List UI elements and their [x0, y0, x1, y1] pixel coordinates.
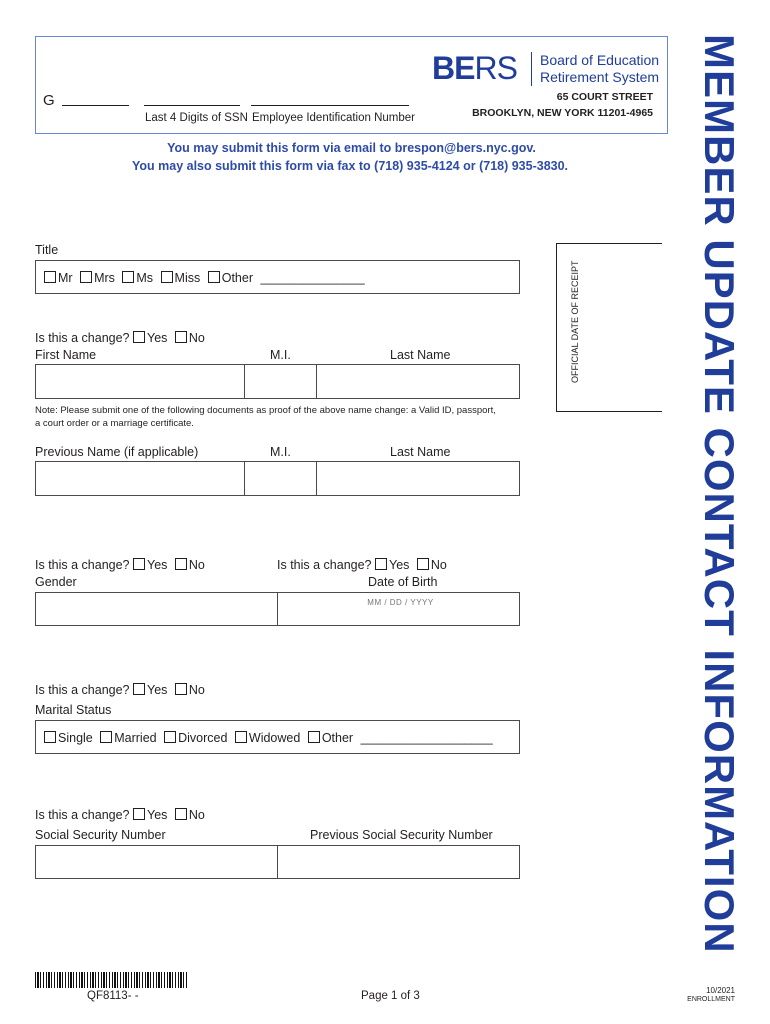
org-name-line2: Retirement System: [540, 69, 660, 85]
bers-logo: [432, 50, 517, 86]
option-label: Other: [321, 731, 354, 745]
option-label: Other: [221, 271, 253, 285]
no-label: No: [430, 558, 447, 572]
ssn-change-yes[interactable]: [133, 808, 167, 822]
receipt-bottom-line: [556, 411, 662, 412]
gender-change-no[interactable]: [175, 558, 205, 572]
checkbox[interactable]: [100, 731, 112, 743]
previous-first-name-input[interactable]: [40, 469, 244, 491]
title-option-ms[interactable]: [122, 271, 153, 285]
change-question-text: Is this a change?: [35, 683, 130, 697]
checkbox[interactable]: [164, 731, 176, 743]
marital-option-widowed[interactable]: [235, 731, 300, 745]
checkbox[interactable]: [44, 731, 56, 743]
ssn-label: Social Security Number: [35, 828, 166, 842]
name-change-question: [35, 331, 209, 345]
previous-ssn-input[interactable]: [282, 852, 519, 874]
g-number-line[interactable]: [62, 105, 129, 106]
page-indicator: Page 1 of 3: [361, 990, 420, 1002]
option-label: Widowed: [248, 731, 301, 745]
previous-name-label: Previous Name (if applicable): [35, 445, 199, 459]
checkbox[interactable]: [44, 271, 56, 283]
checkbox[interactable]: [122, 271, 134, 283]
marital-option-other[interactable]: [308, 731, 353, 745]
yes-label: Yes: [147, 683, 168, 697]
checkbox[interactable]: [133, 331, 145, 343]
marital-option-single[interactable]: [44, 731, 93, 745]
checkbox[interactable]: [80, 271, 92, 283]
option-label: Single: [58, 731, 93, 745]
previous-mi-label: M.I.: [270, 445, 291, 459]
last-name-input[interactable]: [320, 372, 519, 394]
mi-label: M.I.: [270, 348, 291, 362]
dob-change-yes[interactable]: [375, 558, 409, 572]
ssn-last4-line[interactable]: [144, 105, 240, 106]
marital-change-yes[interactable]: [133, 683, 167, 697]
no-label: No: [188, 683, 205, 697]
marital-status-label: Marital Status: [35, 703, 112, 717]
checkbox[interactable]: [133, 683, 145, 695]
checkbox[interactable]: [133, 558, 145, 570]
marital-change-no[interactable]: [175, 683, 205, 697]
change-question-text: Is this a change?: [35, 808, 130, 822]
last-name-label: Last Name: [390, 348, 451, 362]
change-question-text: Is this a change?: [35, 331, 130, 345]
first-name-input[interactable]: [40, 372, 244, 394]
marital-change-question: [35, 683, 209, 697]
title-option-other[interactable]: [208, 271, 253, 285]
divider: [244, 462, 245, 495]
first-name-label: First Name: [35, 348, 97, 362]
revision-date: 10/2021: [706, 986, 735, 995]
dob-change-question: [277, 558, 451, 572]
option-label: Mr: [58, 271, 73, 285]
name-change-yes[interactable]: [133, 331, 167, 345]
gender-label: Gender: [35, 575, 77, 589]
dob-change-no[interactable]: [417, 558, 447, 572]
marital-option-married[interactable]: [100, 731, 156, 745]
receipt-top-line: [556, 243, 662, 244]
ein-line[interactable]: [251, 105, 409, 106]
checkbox[interactable]: [133, 808, 145, 820]
logo-text-be: BE: [432, 50, 475, 86]
title-other-blank[interactable]: _______________: [260, 271, 365, 285]
ein-caption: Employee Identification Number: [252, 112, 415, 124]
gender-input[interactable]: [40, 599, 276, 621]
yes-label: Yes: [147, 558, 168, 572]
receipt-left-line: [556, 243, 557, 412]
yes-label: Yes: [147, 331, 168, 345]
enrollment-tag: ENROLLMENT: [687, 996, 735, 1003]
checkbox[interactable]: [308, 731, 320, 743]
ssn-change-question: [35, 808, 209, 822]
no-label: No: [188, 331, 205, 345]
option-label: Mrs: [94, 271, 115, 285]
divider: [277, 593, 278, 625]
option-label: Divorced: [178, 731, 228, 745]
gender-change-yes[interactable]: [133, 558, 167, 572]
checkbox[interactable]: [175, 808, 187, 820]
gender-change-question: [35, 558, 209, 572]
checkbox[interactable]: [235, 731, 247, 743]
name-change-note: [35, 404, 535, 430]
title-option-mr[interactable]: [44, 271, 73, 285]
divider: [316, 462, 317, 495]
divider: [244, 365, 245, 398]
previous-mi-input[interactable]: [248, 469, 316, 491]
address-line1: 65 COURT STREET: [556, 91, 653, 103]
checkbox[interactable]: [175, 558, 187, 570]
name-change-no[interactable]: [175, 331, 205, 345]
title-options: [44, 271, 365, 285]
ssn-last4-caption: Last 4 Digits of SSN: [145, 112, 248, 124]
dob-label: Date of Birth: [368, 575, 438, 589]
logo-divider: [531, 52, 532, 86]
g-prefix: G: [43, 92, 55, 109]
no-label: No: [188, 558, 205, 572]
option-label: Married: [114, 731, 157, 745]
checkbox[interactable]: [417, 558, 429, 570]
title-option-miss[interactable]: [161, 271, 201, 285]
checkbox[interactable]: [161, 271, 173, 283]
yes-label: Yes: [147, 808, 168, 822]
checkbox[interactable]: [175, 683, 187, 695]
marital-option-divorced[interactable]: [164, 731, 227, 745]
logo-text-rs: RS: [474, 50, 517, 86]
no-label: No: [188, 808, 205, 822]
receipt-label: OFFICIAL DATE OF RECEIPT: [570, 260, 580, 383]
submit-fax-text: You may also submit this form via fax to (718) 935-4124 or (718) 935-3830.: [131, 159, 569, 173]
option-label: Miss: [174, 271, 201, 285]
note-line-1: Note: Please submit one of the following documents as proof of the above name change: a Valid ID, passport,: [35, 405, 496, 416]
yes-label: Yes: [389, 558, 410, 572]
checkbox[interactable]: [175, 331, 187, 343]
org-name-line1: Board of Education: [540, 52, 660, 68]
previous-last-name-label: Last Name: [390, 445, 451, 459]
ssn-input[interactable]: [40, 852, 276, 874]
title-label: Title: [35, 243, 59, 257]
checkbox[interactable]: [208, 271, 220, 283]
previous-ssn-label: Previous Social Security Number: [310, 828, 493, 842]
mi-input[interactable]: [248, 372, 316, 394]
dob-input[interactable]: [282, 594, 519, 610]
marital-options: [44, 731, 493, 745]
ssn-change-no[interactable]: [175, 808, 205, 822]
previous-last-name-input[interactable]: [320, 469, 519, 491]
divider: [316, 365, 317, 398]
option-label: Ms: [136, 271, 154, 285]
form-code: QF8113- -: [87, 990, 139, 1002]
checkbox[interactable]: [375, 558, 387, 570]
change-question-text: Is this a change?: [35, 558, 130, 572]
barcode: [35, 972, 188, 988]
address-line2: BROOKLYN, NEW YORK 11201-4965: [472, 107, 653, 119]
note-line-2: a court order or a marriage certificate.: [35, 418, 194, 429]
divider: [277, 846, 278, 878]
marital-other-blank[interactable]: ___________________: [360, 731, 493, 745]
change-question-text: Is this a change?: [277, 558, 372, 572]
side-title: MEMBER UPDATE CONTACT INFORMATION: [696, 34, 743, 954]
title-option-mrs[interactable]: [80, 271, 115, 285]
submit-email-text: You may submit this form via email to brespon@bers.nyc.gov.: [167, 141, 536, 155]
